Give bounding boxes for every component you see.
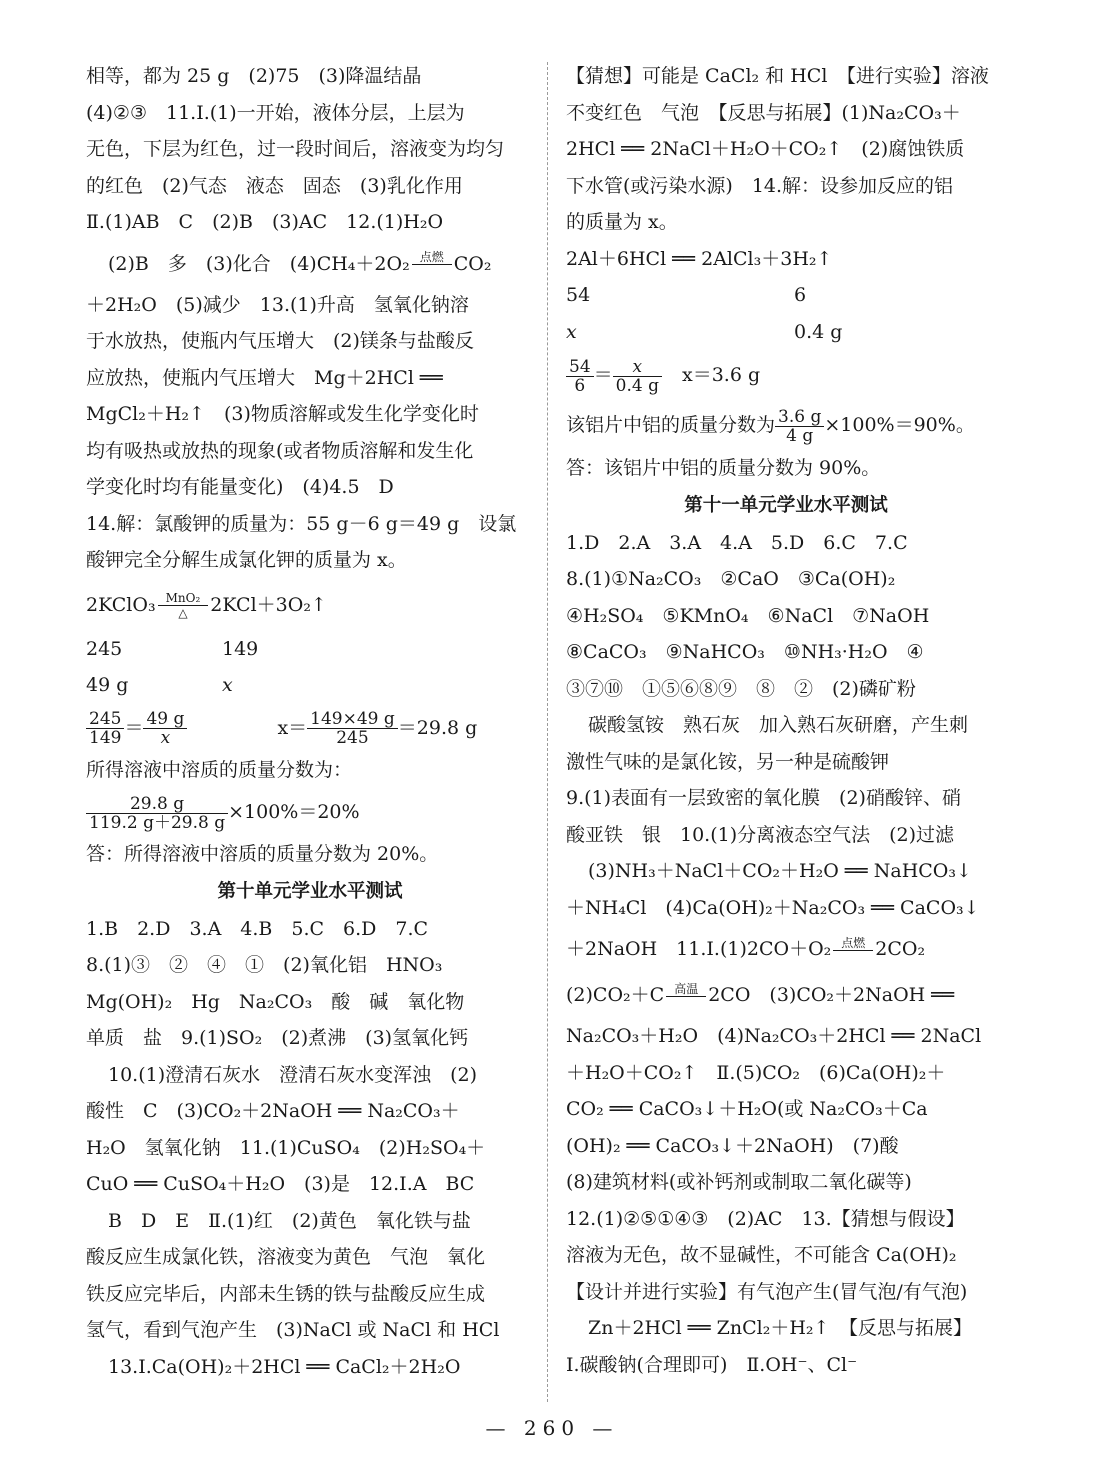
denominator: 4 g	[786, 425, 814, 446]
text-line: 无色，下层为红色，过一段时间后，溶液变为均匀	[86, 138, 505, 160]
text-line: CO₂ ══ CaCO₃↓＋H₂O(或 Na₂CO₃＋Ca	[566, 1098, 928, 1120]
text-line: CuO ══ CuSO₄＋H₂O (3)是 12.Ⅰ.A BC	[86, 1173, 475, 1195]
ratio-row	[566, 314, 1006, 351]
text-line: 的红色 (2)气态 液态 固态 (3)乳化作用	[86, 174, 463, 197]
text-line: ⑧CaCO₃ ⑨NaHCO₃ ⑩NH₃·H₂O ④	[566, 641, 924, 663]
left-column	[86, 58, 534, 1385]
denominator: 119.2 g＋29.8 g	[89, 812, 226, 833]
text-span: 2KCl＋3O₂↑	[210, 593, 327, 616]
text-span: ×100%＝90%。	[824, 414, 975, 436]
text-line: (3)NH₃＋NaCl＋CO₂＋H₂O ══ NaHCO₃↓	[588, 860, 972, 882]
column-divider	[547, 62, 548, 1402]
text-line: 2HCl ══ 2NaCl＋H₂O＋CO₂↑ (2)腐蚀铁质	[566, 138, 965, 160]
numerator: 54	[566, 358, 594, 377]
text-line: 10.(1)澄清石灰水 澄清石灰水变浑浊 (2)	[108, 1063, 478, 1086]
reaction-condition	[833, 936, 873, 965]
condition-bottom	[412, 265, 452, 279]
text-line: 1.B 2.D 3.A 4.B 5.C 6.D 7.C	[86, 917, 429, 940]
calculation-line	[86, 788, 534, 836]
text-line: (8)建筑材料(或补钙剂或制取二氧化碳等)	[566, 1171, 912, 1193]
text-span: (2)B 多 (3)化合 (4)CH₄＋2O₂	[108, 252, 410, 275]
text-line: 14.解：氯酸钾的质量为：55 g－6 g＝49 g 设氯	[86, 512, 517, 535]
text-line: ③⑦⑩ ①⑤⑥⑧⑨ ⑧ ② (2)磷矿粉	[566, 677, 916, 700]
text-line: 8.(1)①Na₂CO₃ ②CaO ③Ca(OH)₂	[566, 568, 896, 590]
text-line: 酸反应生成氯化铁，溶液变为黄色 气泡 氧化	[86, 1246, 486, 1268]
ratio-value: x	[222, 674, 233, 696]
equation-line	[86, 241, 534, 287]
text-line: 答：所得溶液中溶质的质量分数为 20%。	[86, 843, 439, 865]
denominator: x	[160, 728, 171, 748]
condition-bottom	[833, 951, 873, 965]
text-span: ＝29.8 g	[397, 716, 478, 739]
text-line: 于水放热，使瓶内气压增大 (2)镁条与盐酸反	[86, 330, 474, 352]
section-heading: 第十一单元学业水平测试	[684, 494, 888, 516]
denominator: 6	[574, 375, 586, 396]
ratio-row	[566, 277, 1006, 314]
numerator: 49 g	[143, 710, 187, 729]
denominator: 0.4 g	[615, 375, 659, 396]
right-column	[566, 58, 1006, 1383]
calculation-line	[566, 350, 1006, 400]
text-line: 激性气味的是氯化铵，另一种是硫酸钾	[566, 750, 890, 773]
text-line: 【猜想】可能是 CaCl₂ 和 HCl 【进行实验】溶液	[566, 65, 989, 87]
denominator: 245	[336, 728, 369, 748]
ratio-row	[86, 667, 534, 704]
ratio-value: 0.4 g	[794, 320, 843, 343]
fraction	[307, 710, 398, 747]
ratio-value: 245	[86, 637, 123, 660]
numerator: 149×49 g	[307, 710, 398, 729]
text-line: Zn＋2HCl ══ ZnCl₂＋H₂↑ 【反思与拓展】	[588, 1317, 972, 1339]
text-line: 酸性 C (3)CO₂＋2NaOH ══ Na₂CO₃＋	[86, 1100, 460, 1122]
text-line: 9.(1)表面有一层致密的氧化膜 (2)硝酸锌、硝	[566, 787, 961, 809]
text-line: Ⅰ.碳酸钠(合理即可) Ⅱ.OH⁻、Cl⁻	[566, 1353, 858, 1376]
numerator: 29.8 g	[86, 795, 228, 814]
text-line: H₂O 氢氧化钠 11.(1)CuSO₄ (2)H₂SO₄＋	[86, 1136, 486, 1159]
page-number: — 260 —	[485, 1416, 619, 1440]
text-line: 单质 盐 9.(1)SO₂ (2)煮沸 (3)氢氧化钙	[86, 1027, 469, 1049]
text-line: ＋2H₂O (5)减少 13.(1)升高 氢氧化钠溶	[86, 293, 469, 316]
text-line: 下水管(或污染水源) 14.解：设参加反应的铝	[566, 174, 954, 197]
fraction	[86, 710, 124, 747]
ratio-value: 6	[794, 284, 807, 306]
equals: ＝	[124, 716, 144, 739]
text-line: 酸钾完全分解生成氯化钾的质量为 x。	[86, 549, 407, 571]
text-span: 2KClO₃	[86, 593, 156, 616]
ratio-row	[86, 631, 534, 668]
text-span: x＝3.6 g	[681, 364, 761, 386]
condition-top: 点燃	[833, 936, 873, 951]
condition-bottom: △	[178, 606, 188, 620]
text-line: 溶液为无色，故不显碱性，不可能含 Ca(OH)₂	[566, 1244, 957, 1266]
text-line: 【设计并进行实验】有气泡产生(冒气泡/有气泡)	[566, 1280, 968, 1303]
text-span: (2)CO₂＋C	[566, 984, 665, 1006]
ratio-value: 54	[566, 284, 591, 306]
calculation-line	[86, 704, 534, 752]
equation-line	[566, 926, 1006, 972]
text-span: 2CO₂	[875, 938, 926, 960]
fraction	[86, 795, 228, 832]
text-line: 8.(1)③ ② ④ ① (2)氧化铝 HNO₃	[86, 954, 443, 976]
fraction	[566, 358, 594, 395]
text-line: MgCl₂＋H₂↑ (3)物质溶解或发生化学变化时	[86, 403, 479, 425]
text-line: 氢气，看到气泡产生 (3)NaCl 或 NaCl 和 HCl	[86, 1319, 500, 1341]
calculation-line	[566, 400, 1006, 450]
text-line: (4)②③ 11.Ⅰ.(1)一开始，液体分层，上层为	[86, 101, 465, 124]
text-span: CO₂	[453, 252, 492, 275]
text-line: 相等，都为 25 g (2)75 (3)降温结晶	[86, 65, 422, 87]
ratio-value: 49 g	[86, 674, 129, 696]
text-line: 应放热，使瓶内气压增大 Mg＋2HCl ══	[86, 366, 443, 389]
numerator: 245	[86, 710, 124, 729]
text-line: 学变化时均有能量变化) (4)4.5 D	[86, 476, 394, 498]
equals: ＝	[593, 364, 613, 386]
text-line: ＋NH₄Cl (4)Ca(OH)₂＋Na₂CO₃ ══ CaCO₃↓	[566, 896, 980, 919]
numerator: x	[613, 358, 662, 377]
text-line: 的质量为 x。	[566, 211, 678, 233]
text-span: 该铝片中铝的质量分数为	[566, 414, 776, 436]
text-line: 1.D 2.A 3.A 4.A 5.D 6.C 7.C	[566, 531, 908, 554]
text-line: 酸亚铁 银 10.(1)分离液态空气法 (2)过滤	[566, 823, 955, 846]
condition-bottom	[666, 997, 706, 1011]
section-heading: 第十单元学业水平测试	[217, 880, 403, 902]
text-span: ×100%＝20%	[228, 801, 360, 823]
text-line: 不变红色 气泡 【反思与拓展】(1)Na₂CO₃＋	[566, 101, 961, 124]
text-line: ＋H₂O＋CO₂↑ Ⅱ.(5)CO₂ (6)Ca(OH)₂＋	[566, 1061, 946, 1084]
reaction-condition	[412, 250, 452, 279]
text-line: 2Al＋6HCl ══ 2AlCl₃＋3H₂↑	[566, 247, 833, 270]
text-span: x＝	[277, 716, 308, 739]
text-line: (OH)₂ ══ CaCO₃↓＋2NaOH) (7)酸	[566, 1134, 899, 1157]
text-line: 答：该铝片中铝的质量分数为 90%。	[566, 457, 881, 479]
numerator: 3.6 g	[775, 408, 824, 427]
text-line: ④H₂SO₄ ⑤KMnO₄ ⑥NaCl ⑦NaOH	[566, 604, 930, 627]
text-line: 均有吸热或放热的现象(或者物质溶解和发生化	[86, 439, 474, 462]
text-line: 碳酸氢铵 熟石灰 加入熟石灰研磨，产生刺	[588, 714, 969, 736]
text-span: ＋2NaOH 11.Ⅰ.(1)2CO＋O₂	[566, 938, 832, 960]
fraction	[775, 408, 824, 445]
condition-top: 高温	[666, 982, 706, 997]
text-line: 所得溶液中溶质的质量分数为：	[86, 758, 353, 781]
condition-top: MnO₂	[158, 591, 209, 606]
text-line: 12.(1)②⑤①④③ (2)AC 13.【猜想与假设】	[566, 1207, 965, 1230]
ratio-value: 149	[222, 637, 259, 660]
text-line: Na₂CO₃＋H₂O (4)Na₂CO₃＋2HCl ══ 2NaCl	[566, 1025, 982, 1047]
text-line: B D E Ⅱ.(1)红 (2)黄色 氧化铁与盐	[108, 1209, 471, 1232]
reaction-condition	[158, 591, 209, 620]
text-line: Ⅱ.(1)AB C (2)B (3)AC 12.(1)H₂O	[86, 211, 444, 233]
text-line: Mg(OH)₂ Hg Na₂CO₃ 酸 碱 氧化物	[86, 990, 465, 1013]
ratio-value: x	[566, 320, 577, 343]
text-span: 2CO (3)CO₂＋2NaOH ══	[708, 984, 955, 1006]
fraction	[143, 710, 187, 747]
condition-top: 点燃	[412, 250, 452, 265]
equation-line	[566, 972, 1006, 1018]
reaction-condition	[666, 982, 706, 1011]
text-line: 13.Ⅰ.Ca(OH)₂＋2HCl ══ CaCl₂＋2H₂O	[108, 1355, 461, 1378]
text-line: 铁反应完毕后，内部未生锈的铁与盐酸反应生成	[86, 1282, 486, 1305]
fraction	[613, 358, 662, 395]
equation-line	[86, 579, 534, 631]
denominator: 149	[89, 728, 122, 748]
